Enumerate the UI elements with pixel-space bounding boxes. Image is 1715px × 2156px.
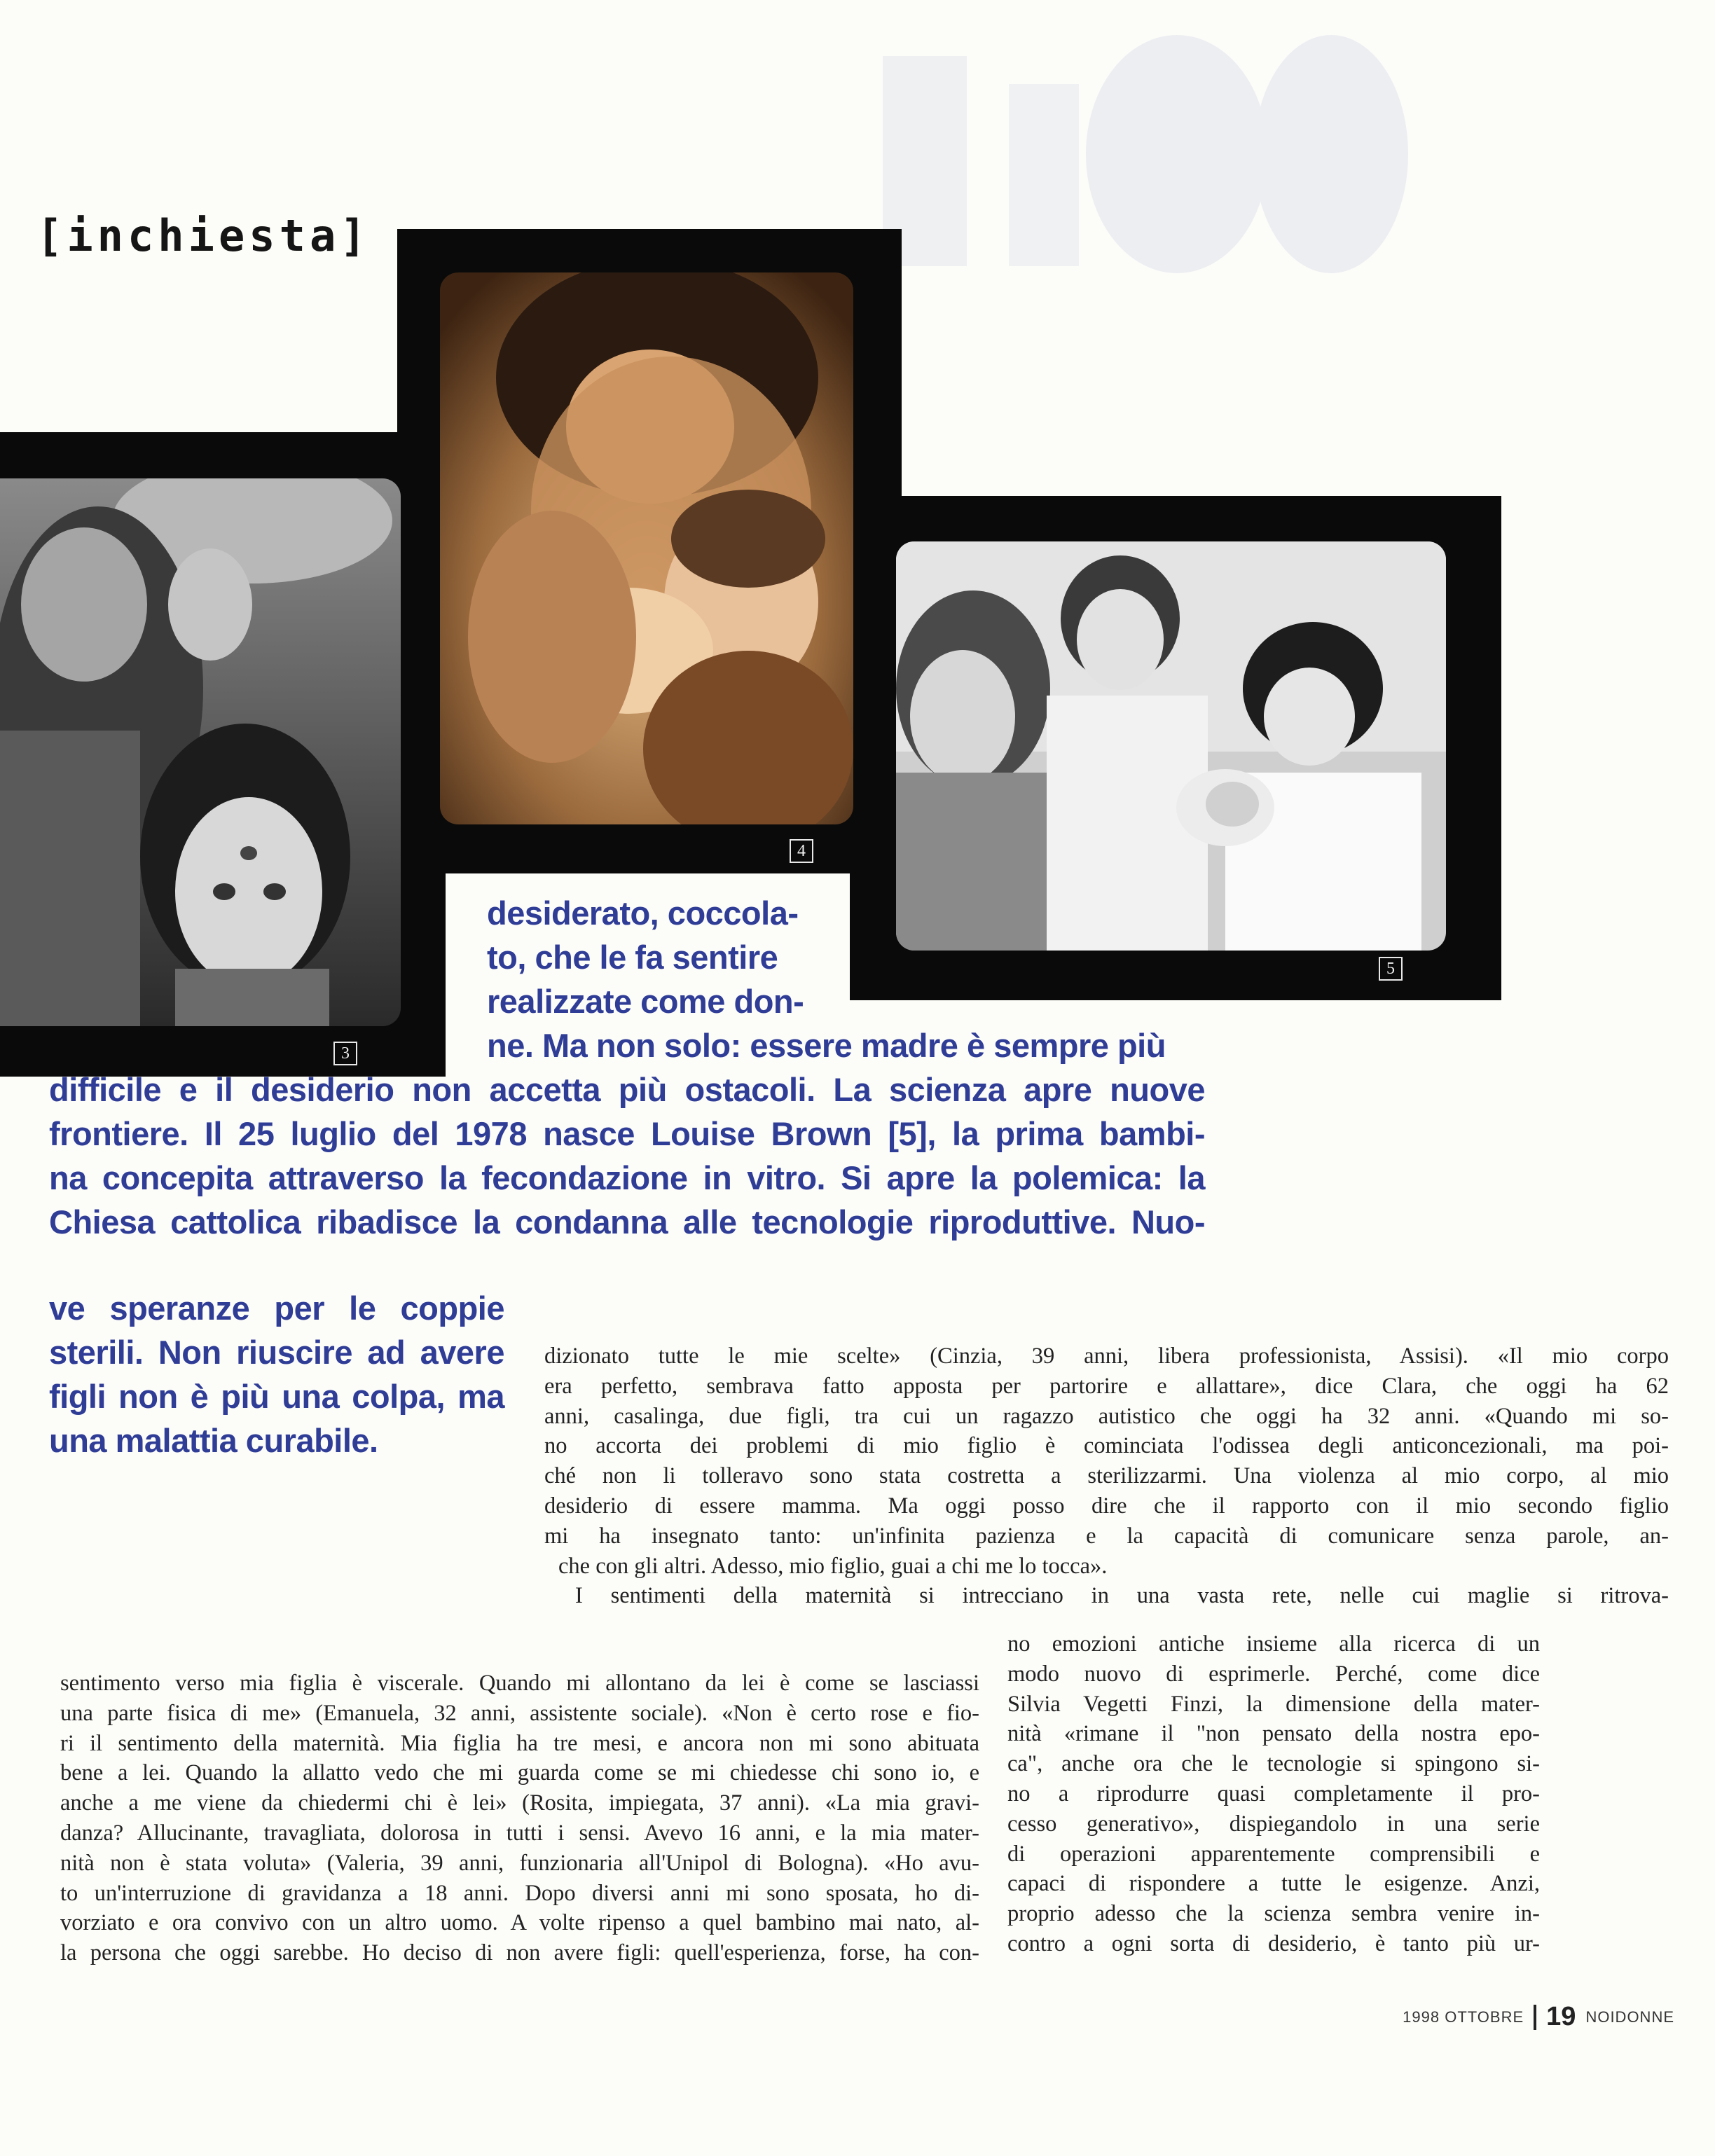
- photo-5-image: [896, 541, 1446, 951]
- lead-inset-text: [487, 891, 851, 1023]
- lead-narrow-text: [49, 1286, 504, 1463]
- body-line: nità non è stata voluta» (Valeria, 39 anni, funzionaria all'Unipol di Bologna). «Ho avu-: [60, 1850, 979, 1876]
- body-line: contro a ogni sorta di desiderio, è tanto più ur-: [1007, 1930, 1540, 1956]
- body-line: cesso generativo», dispiegandolo in una serie: [1007, 1811, 1540, 1837]
- louise-brown-family-illustration: [896, 541, 1446, 951]
- body-line: danza? Allucinante, travagliata, dolorosa in tutti i sensi. Avevo 16 anni, e la mia mater-: [60, 1820, 979, 1846]
- body-line: capaci di rispondere a tutte le esigenze. Anzi,: [1007, 1871, 1540, 1897]
- photo-3-number: 3: [333, 1042, 357, 1065]
- lead-line: realizzate come don-: [487, 983, 804, 1020]
- lead-line: ne. Ma non solo: essere madre è sempre più: [487, 1027, 1166, 1064]
- section-rubric: [inchiesta]: [36, 210, 371, 261]
- page-number: 19: [1546, 2002, 1576, 2031]
- mother-children-bath-illustration: [440, 272, 853, 824]
- lead-line: na concepita attraverso la fecondazione in vitro. Si apre la polemica: la: [49, 1159, 1205, 1196]
- lead-line: figli non è più una colpa, ma: [49, 1378, 504, 1415]
- lead-line: frontiere. Il 25 luglio del 1978 nasce Louise Brown [5], la prima bambi-: [49, 1115, 1205, 1152]
- body-line: nità «rimane il "non pensato della nostra epo-: [1007, 1721, 1540, 1747]
- body-line: to un'interruzione di gravidanza a 18 anni. Dopo diversi anni mi sono sposata, ho di-: [60, 1880, 979, 1906]
- magazine-name: NOIDONNE: [1585, 2008, 1674, 2026]
- issue-date: 1998 OTTOBRE: [1403, 2008, 1524, 2026]
- body-line: desiderio di essere mamma. Ma oggi posso dire che il rapporto con il mio secondo figlio: [544, 1493, 1669, 1519]
- body-line: la persona che oggi sarebbe. Ho deciso di non avere figli: quell'esperienza, forse, ha con-: [60, 1940, 979, 1966]
- lead-line: difficile e il desiderio non accetta più ostacoli. La scienza apre nuove: [49, 1071, 1205, 1108]
- body-line: I sentimenti della maternità si intrecciano in una vasta rete, nelle cui maglie si ritrova-: [575, 1583, 1669, 1609]
- body-line: no accorta dei problemi di mio figlio è cominciata l'odissea degli anticoncezionali, ma poi-: [544, 1433, 1669, 1459]
- body-line: proprio adesso che la scienza sembra venire in-: [1007, 1901, 1540, 1927]
- photo-3-image: [0, 478, 401, 1026]
- lead-line: desiderato, coccola-: [487, 894, 799, 932]
- lead-line: una malattia curabile.: [49, 1422, 378, 1459]
- body-line: vorziato e ora convivo con un altro uomo. A volte ripenso a quel bambino mai nato, al-: [60, 1910, 979, 1936]
- body-right-column: [1007, 1629, 1540, 1959]
- body-line: di operazioni apparentemente comprensibili e: [1007, 1841, 1540, 1867]
- lead-wide-text: [49, 1023, 1205, 1244]
- body-line: no a riprodurre quasi completamente il pro-: [1007, 1781, 1540, 1806]
- body-line: modo nuovo di esprimerle. Perché, come dice: [1007, 1661, 1540, 1687]
- body-line: che con gli altri. Adesso, mio figlio, guai a chi me lo tocca».: [558, 1553, 1108, 1579]
- lead-line: to, che le fa sentire: [487, 939, 778, 976]
- body-line: anni, casalinga, due figli, tra cui un ragazzo autistico che oggi ha 32 anni. «Quando mi so-: [544, 1403, 1669, 1429]
- body-line: Silvia Vegetti Finzi, la dimensione della mater-: [1007, 1691, 1540, 1717]
- body-line: una parte fisica di me» (Emanuela, 32 anni, assistente sociale). «Non è certo rose e fio-: [60, 1700, 979, 1726]
- body-line: ri il sentimento della maternità. Mia figlia ha tre mesi, e ancora non mi sono abituata: [60, 1730, 979, 1756]
- body-line: ca", anche ora che le tecnologie si spingono si-: [1007, 1751, 1540, 1777]
- lead-line: Chiesa cattolica ribadisce la condanna alle tecnologie riproduttive. Nuo-: [49, 1203, 1205, 1241]
- body-line: ché non li tolleravo sono stata costretta a sterilizzarmi. Una violenza al mio corpo, al mio: [544, 1463, 1669, 1489]
- body-line: bene a lei. Quando la allatto vedo che mi guarda come se mi chiedesse chi sono io, e: [60, 1760, 979, 1786]
- lead-line: ve speranze per le coppie: [49, 1290, 504, 1327]
- crowd-girl-illustration: [0, 478, 401, 1026]
- photo-4-number: 4: [790, 839, 813, 863]
- body-upper-right: [544, 1341, 1669, 1611]
- footer-divider: [1534, 2005, 1536, 2030]
- body-line: era perfetto, sembrava fatto apposta per partorire e allattare», dice Clara, che oggi ha 62: [544, 1373, 1669, 1399]
- body-line: mi ha insegnato tanto: un'infinita pazienza e la capacità di comunicare senza parole, an-: [544, 1523, 1669, 1549]
- lead-line: sterili. Non riuscire ad avere: [49, 1334, 504, 1371]
- page-footer: [1403, 2002, 1674, 2032]
- body-left-column: [60, 1668, 979, 1968]
- photo-4-image: [440, 272, 853, 824]
- body-line: no emozioni antiche insieme alla ricerca di un: [1007, 1631, 1540, 1657]
- photo-5-number: 5: [1379, 957, 1403, 981]
- body-line: dizionato tutte le mie scelte» (Cinzia, 39 anni, libera professionista, Assisi). «Il mio corpo: [544, 1343, 1669, 1369]
- body-line: sentimento verso mia figlia è viscerale. Quando mi allontano da lei è come se lasciassi: [60, 1671, 979, 1696]
- body-line: anche a me viene da chiedermi chi è lei» (Rosita, impiegata, 37 anni). «La mia gravi-: [60, 1790, 979, 1816]
